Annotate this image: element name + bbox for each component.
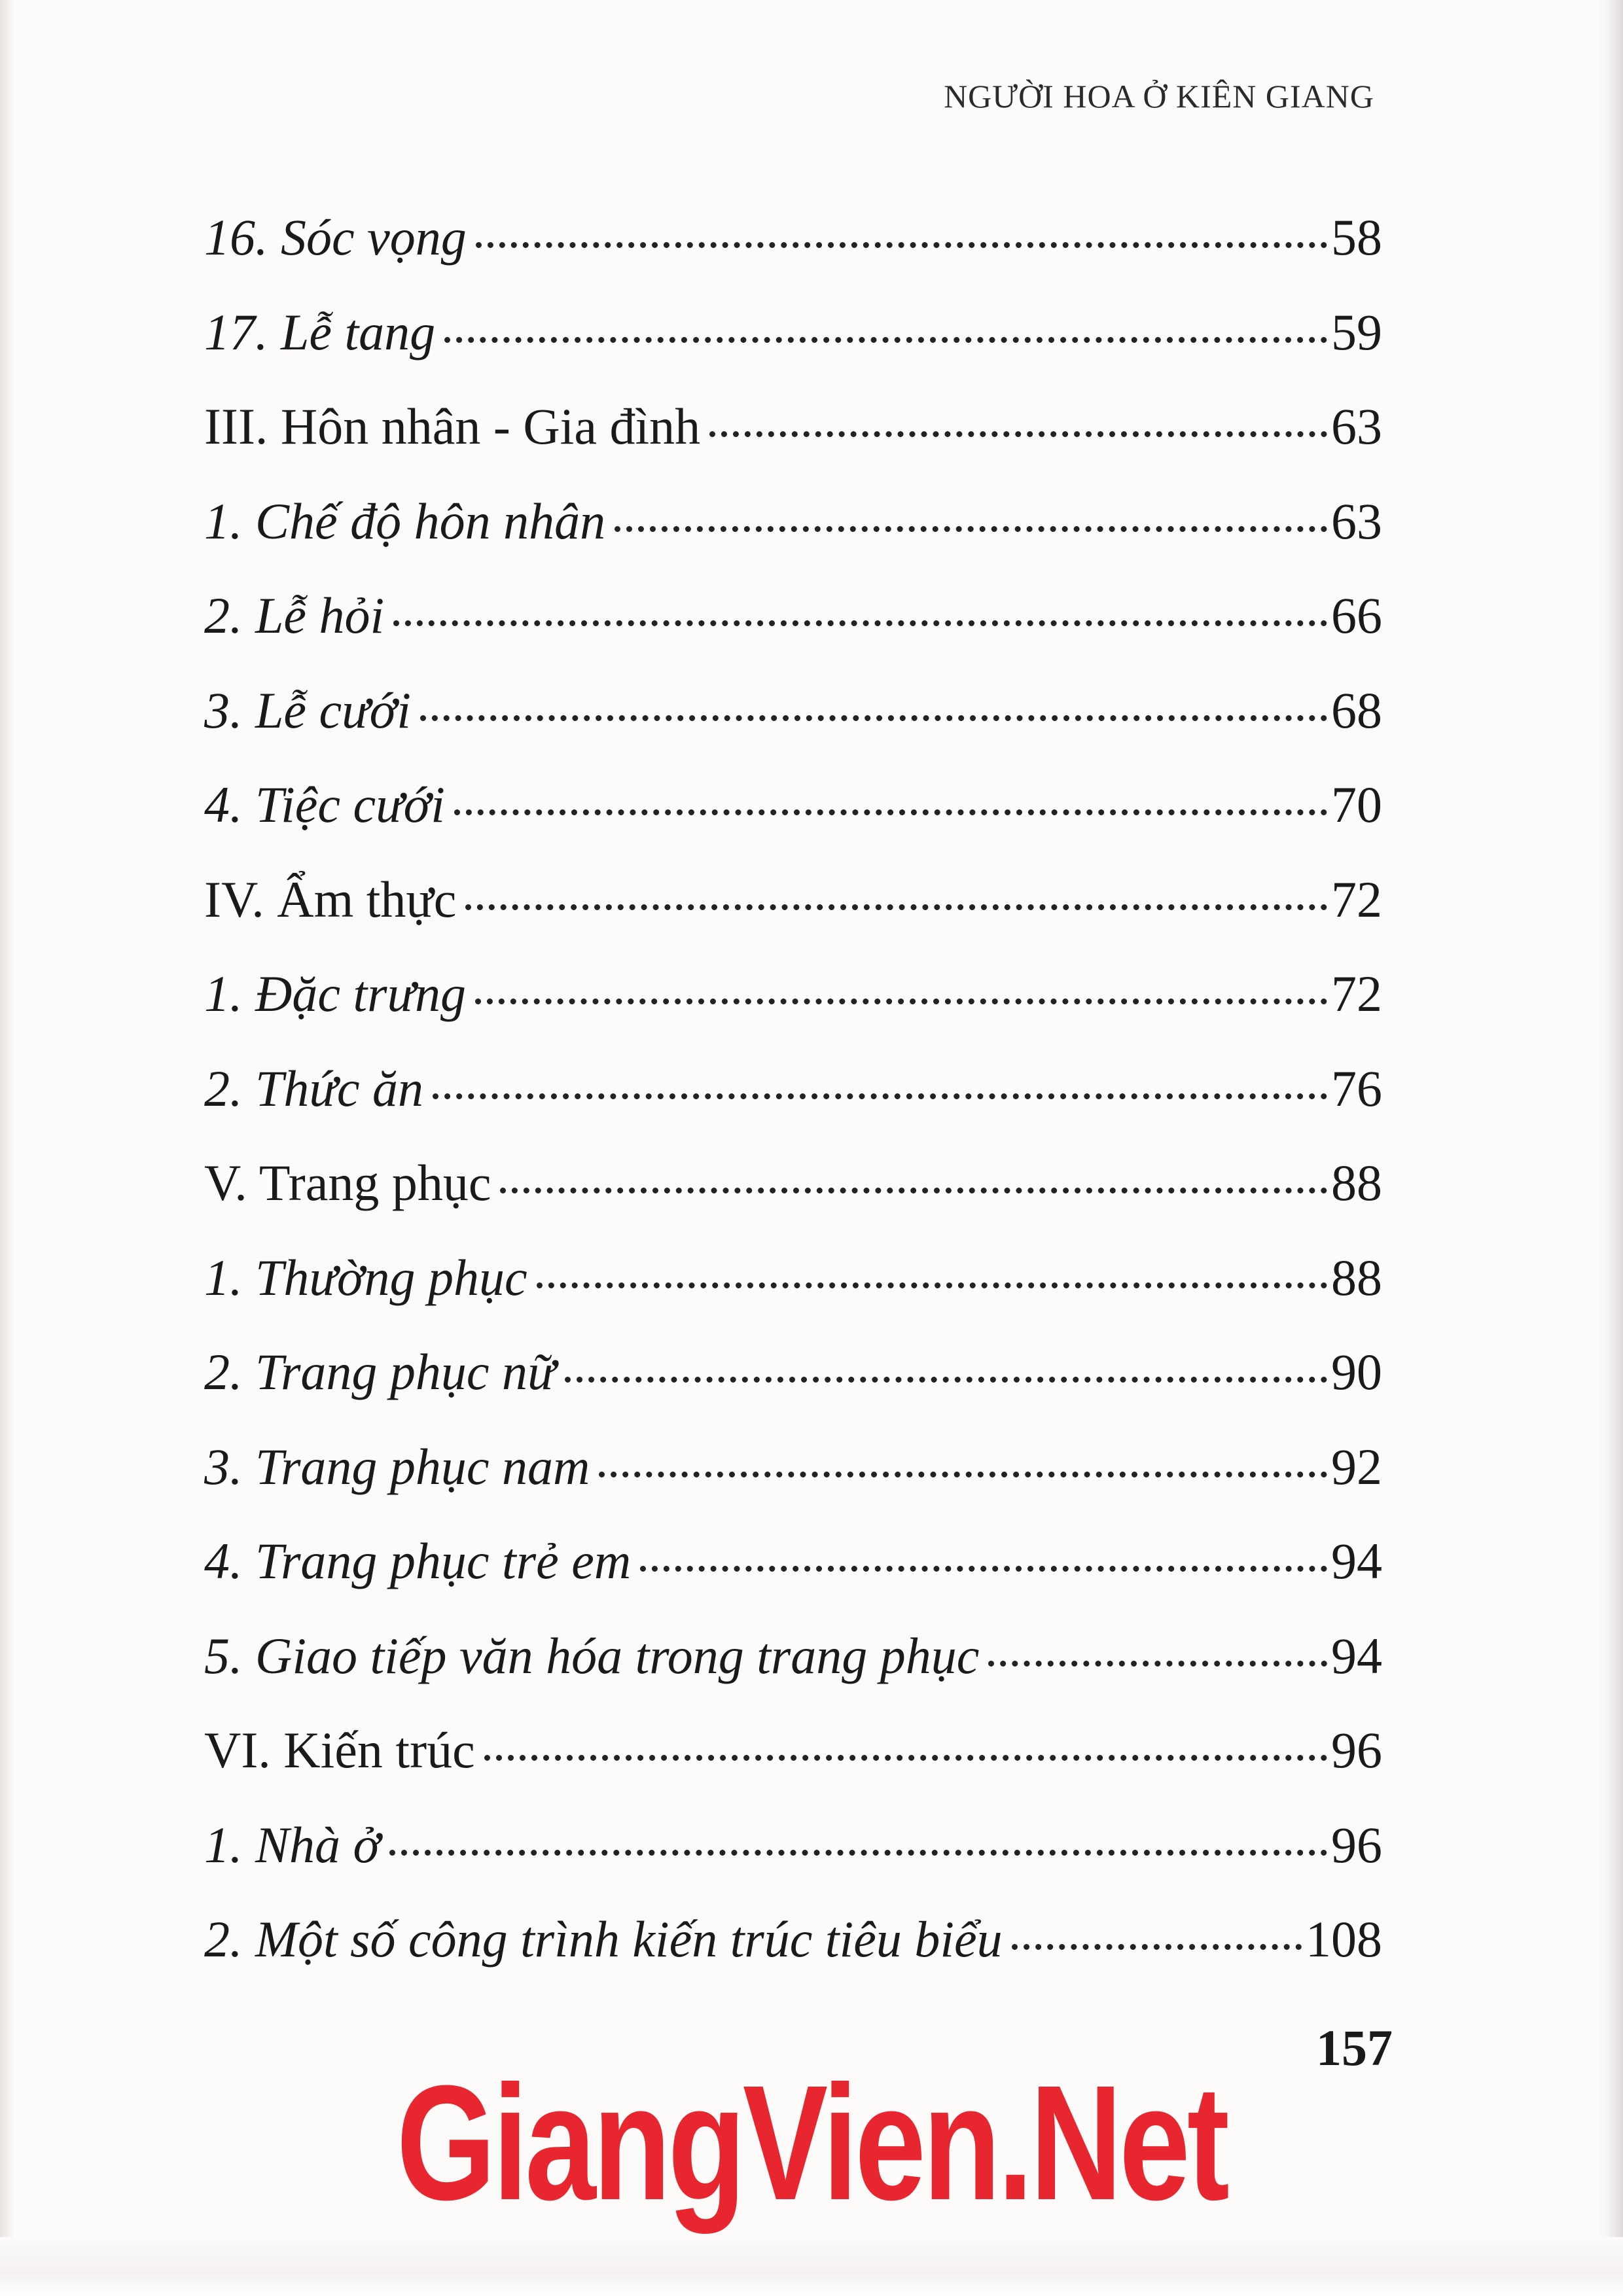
running-header: NGƯỜI HOA Ở KIÊN GIANG (944, 78, 1374, 115)
toc-entry (204, 1910, 1382, 2005)
toc-entry-title: IV. Ẩm thực (204, 870, 457, 928)
dot-leader (709, 431, 1327, 437)
toc-entry (204, 964, 1382, 1059)
toc-entry-page: 88 (1331, 1248, 1382, 1306)
toc-entry-title: 1. Nhà ở (204, 1816, 381, 1873)
toc-entry-page: 72 (1331, 965, 1382, 1022)
dot-leader (484, 1755, 1327, 1761)
toc-entry-page: 92 (1331, 1438, 1382, 1495)
toc-entry-title: 17. Lễ tang (204, 303, 436, 361)
toc-entry (204, 303, 1382, 398)
toc-entry-title: V. Trang phục (204, 1154, 491, 1211)
toc-entry-page: 88 (1331, 1154, 1382, 1211)
page-edge-right (1598, 0, 1623, 2296)
dot-leader (1012, 1944, 1302, 1950)
toc-entry (204, 1627, 1382, 1722)
toc-entry-page: 90 (1331, 1343, 1382, 1400)
toc-entry (204, 775, 1382, 870)
toc-entry-page: 96 (1331, 1816, 1382, 1873)
dot-leader (454, 809, 1327, 815)
toc-entry-page: 63 (1331, 398, 1382, 455)
dot-leader (565, 1377, 1327, 1383)
dot-leader (393, 620, 1327, 626)
toc-entry (204, 1343, 1382, 1438)
page-edge-left (0, 0, 14, 2296)
page-number: 157 (1316, 2019, 1393, 2076)
toc-entry-page: 58 (1331, 209, 1382, 266)
toc-entry-title: 3. Lễ cưới (204, 681, 411, 739)
dot-leader (475, 998, 1327, 1004)
toc-entry-title: III. Hôn nhân - Gia đình (204, 398, 701, 455)
toc-entry-title: 1. Chế độ hôn nhân (204, 492, 606, 550)
dot-leader (537, 1282, 1327, 1288)
toc-entry (204, 1816, 1382, 1911)
toc-entry-page: 63 (1331, 492, 1382, 550)
dot-leader (640, 1566, 1327, 1572)
dot-leader (420, 715, 1327, 721)
toc-entry (204, 492, 1382, 587)
page-edge-bottom (0, 2237, 1623, 2296)
toc-entry-page: 70 (1331, 776, 1382, 833)
toc-entry-title: 1. Thường phục (204, 1248, 527, 1306)
toc-entry (204, 1532, 1382, 1627)
toc-entry-page: 59 (1331, 303, 1382, 361)
toc-entry-title: 4. Trang phục trẻ em (204, 1532, 632, 1589)
toc-entry-title: 4. Tiệc cưới (204, 776, 445, 833)
toc-entry-title: 2. Trang phục nữ (204, 1343, 556, 1400)
dot-leader (433, 1093, 1327, 1099)
toc-entry-title: 16. Sóc vọng (204, 209, 467, 266)
watermark-logo: GiangVien.Net (396, 2051, 1227, 2234)
toc-entry-title: 2. Thức ăn (204, 1059, 424, 1117)
toc-entry (204, 870, 1382, 965)
dot-leader (615, 526, 1327, 532)
dot-leader (988, 1661, 1327, 1667)
toc-entry-page: 72 (1331, 870, 1382, 928)
toc-entry (204, 1059, 1382, 1154)
dot-leader (444, 337, 1327, 343)
dot-leader (389, 1850, 1327, 1856)
toc-entry (204, 586, 1382, 681)
table-of-contents (204, 208, 1382, 2005)
toc-entry-page: 76 (1331, 1059, 1382, 1117)
toc-entry-title: 5. Giao tiếp văn hóa trong trang phục (204, 1627, 980, 1684)
toc-entry-page: 96 (1331, 1722, 1382, 1778)
toc-entry (204, 208, 1382, 303)
toc-entry-title: 2. Lễ hỏi (204, 587, 385, 644)
toc-entry-page: 94 (1331, 1532, 1382, 1589)
toc-entry (204, 1438, 1382, 1532)
dot-leader (599, 1472, 1327, 1477)
toc-entry (204, 1248, 1382, 1343)
toc-entry-title: 1. Đặc trưng (204, 965, 467, 1022)
toc-entry-title: 3. Trang phục nam (204, 1438, 590, 1495)
toc-entry (204, 681, 1382, 776)
toc-entry-title: 2. Một số công trình kiến trúc tiêu biểu (204, 1911, 1003, 1968)
dot-leader (465, 904, 1327, 910)
toc-entry (204, 1154, 1382, 1248)
toc-entry-page: 66 (1331, 587, 1382, 644)
dot-leader (476, 242, 1327, 248)
toc-entry (204, 397, 1382, 492)
toc-entry-page: 68 (1331, 681, 1382, 739)
toc-entry-page: 108 (1306, 1911, 1382, 1968)
dot-leader (500, 1188, 1327, 1193)
toc-entry-title: VI. Kiến trúc (204, 1722, 475, 1778)
toc-entry-page: 94 (1331, 1627, 1382, 1684)
toc-entry (204, 1721, 1382, 1816)
